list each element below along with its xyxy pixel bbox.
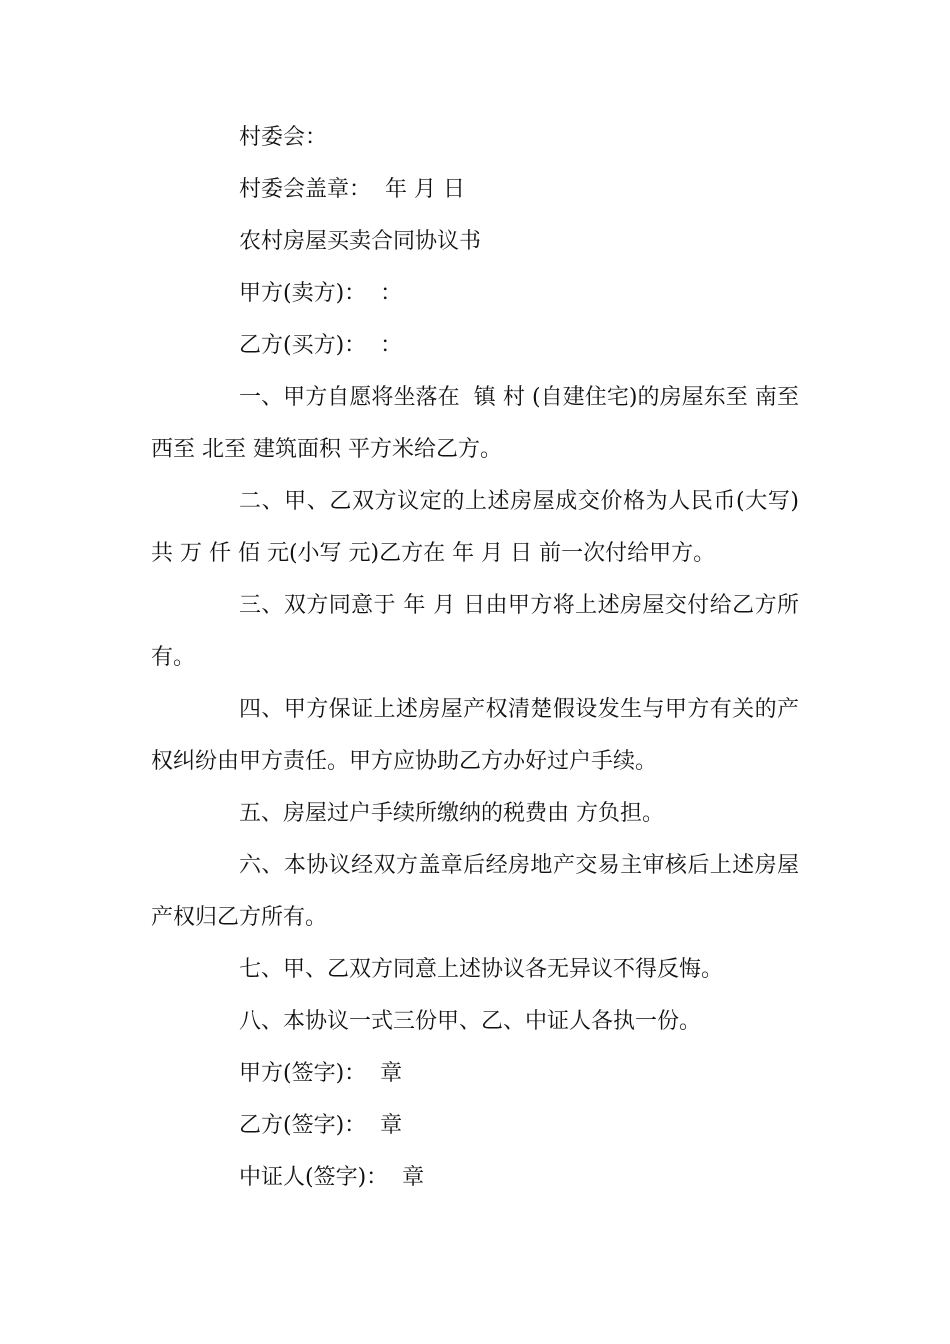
party-a-signature-line: 甲方(签字)： 章 xyxy=(239,1061,403,1086)
party-b-signature-line: 乙方(签字)： 章 xyxy=(239,1113,403,1138)
clause-1: 一、甲方自愿将坐落在 镇 村 (自建住宅)的房屋东至 南至 西至 北至 建筑面积 平方米给乙方。 xyxy=(151,385,806,462)
clause-6: 六、本协议经双方盖章后经房地产交易主审核后上述房屋产权归乙方所有。 xyxy=(151,853,799,930)
document-body xyxy=(151,112,806,1204)
clause-4: 四、甲方保证上述房屋产权清楚假设发生与甲方有关的产权纠纷由甲方责任。甲方应协助乙方办好过户手续。 xyxy=(151,697,799,774)
clause-8: 八、本协议一式三份甲、乙、中证人各执一份。 xyxy=(239,1009,702,1034)
party-b-buyer-line: 乙方(买方)： ： xyxy=(239,333,403,358)
village-seal-date-line: 村委会盖章： 年 月 日 xyxy=(239,177,465,202)
village-committee-line: 村委会： xyxy=(239,125,328,150)
clause-7: 七、甲、乙双方同意上述协议各无异议不得反悔。 xyxy=(239,957,724,982)
clause-5: 五、房屋过户手续所缴纳的税费由 方负担。 xyxy=(239,801,664,826)
document-title: 农村房屋买卖合同协议书 xyxy=(239,229,482,254)
witness-signature-line: 中证人(签字)： 章 xyxy=(239,1165,425,1190)
party-a-seller-line: 甲方(卖方)： ： xyxy=(239,281,403,306)
clause-2: 二、甲、乙双方议定的上述房屋成交价格为人民币(大写)共 万 仟 佰 元(小写 元)乙方在 年 月 日 前一次付给甲方。 xyxy=(151,489,799,566)
clause-3: 三、双方同意于 年 月 日由甲方将上述房屋交付给乙方所有。 xyxy=(151,593,799,670)
